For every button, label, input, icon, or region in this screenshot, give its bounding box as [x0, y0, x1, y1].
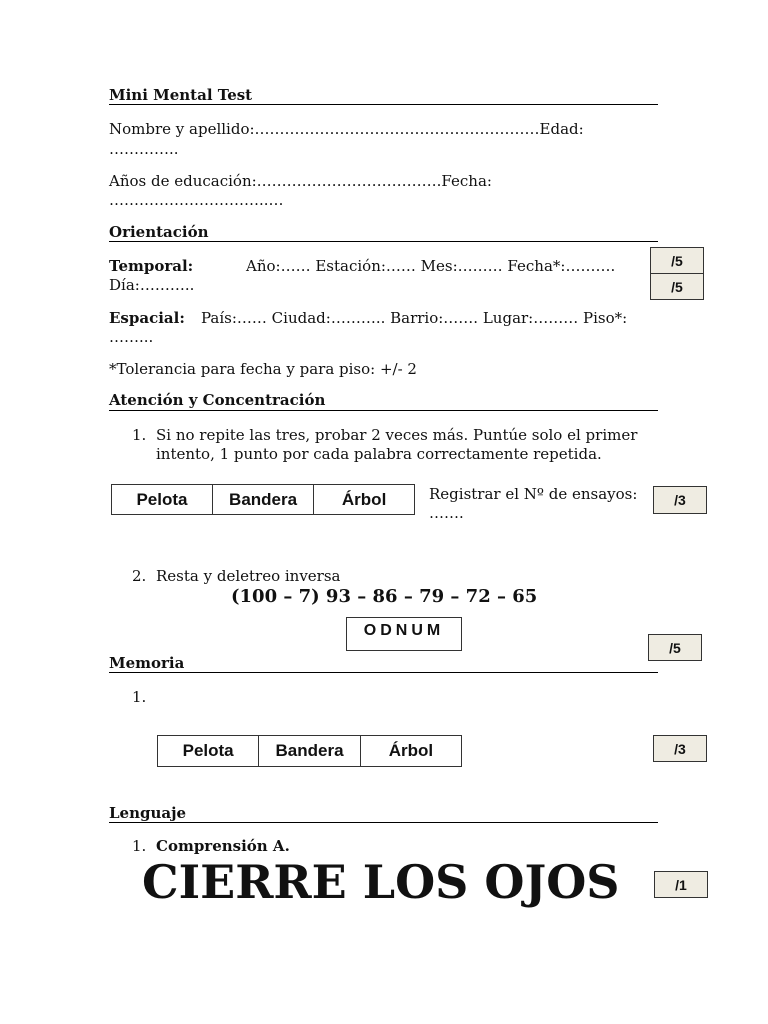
- espacial-dots: ……...: [109, 328, 154, 346]
- list-number: 1.: [132, 837, 147, 855]
- section-heading-atencion: Atención y Concentración: [109, 391, 326, 409]
- atencion-item1: [132, 426, 637, 445]
- section-heading-lenguaje: Lenguaje: [109, 804, 187, 822]
- divider: [109, 104, 658, 105]
- divider: [109, 822, 658, 823]
- word-cell: Pelota: [158, 736, 259, 767]
- score-box-lenguaje: /1: [654, 871, 708, 898]
- atencion-item1-line2: intento, 1 punto por cada palabra correctamente repetida.: [156, 445, 602, 463]
- score-box-espacial: /5: [650, 273, 704, 300]
- odnum-box: ODNUM: [346, 617, 462, 651]
- temporal-dia: Día:………..: [109, 276, 195, 294]
- educacion-dots: …………………………..…: [109, 191, 284, 209]
- nombre-dots: …………..: [109, 140, 179, 158]
- espacial-label: Espacial:: [109, 309, 185, 327]
- lenguaje-item1-label: Comprensión A.: [156, 837, 290, 855]
- score-box-memoria: /3: [653, 735, 707, 762]
- divider: [109, 410, 658, 411]
- divider: [109, 672, 658, 673]
- espacial-fields: País:…… Ciudad:……….. Barrio:……. Lugar:……… Piso*:: [201, 309, 628, 327]
- atencion-item2: [132, 567, 341, 586]
- list-number: 1.: [132, 426, 147, 444]
- word-cell: Árbol: [360, 736, 461, 767]
- score-box-resta: /5: [648, 634, 702, 661]
- word-cell: Bandera: [259, 736, 361, 767]
- word-table-memoria: [157, 735, 462, 767]
- page-title: Mini Mental Test: [109, 86, 253, 104]
- list-number: 1.: [132, 688, 147, 706]
- word-table-registro: [111, 484, 415, 515]
- divider: [109, 241, 658, 242]
- score-box-registro: /3: [653, 486, 707, 514]
- educacion-field: Años de educación:……………………………….Fecha:: [109, 172, 492, 190]
- temporal-label: Temporal:: [109, 257, 194, 275]
- list-number: 2.: [132, 567, 147, 585]
- word-cell: Pelota: [112, 485, 213, 515]
- registrar-dots: …….: [429, 504, 464, 522]
- word-cell: Bandera: [212, 485, 313, 515]
- score-box-temporal: /5: [650, 247, 704, 274]
- temporal-fields: Año:…… Estación:…… Mes:……… Fecha*:……….: [246, 257, 616, 275]
- section-heading-memoria: Memoria: [109, 654, 185, 672]
- cierre-los-ojos-instruction: CIERRE LOS OJOS: [142, 855, 620, 909]
- registrar-label: Registrar el Nº de ensayos:: [429, 485, 638, 503]
- section-heading-orientacion: Orientación: [109, 223, 209, 241]
- atencion-item2-label: Resta y deletreo inversa: [156, 567, 341, 585]
- word-cell: Árbol: [314, 485, 415, 515]
- tolerancia-note: *Tolerancia para fecha y para piso: +/- 2: [109, 360, 417, 378]
- nombre-field: Nombre y apellido:…………………………………………………Edad:: [109, 120, 584, 138]
- resta-sequence: (100 – 7) 93 – 86 – 79 – 72 – 65: [231, 586, 538, 607]
- atencion-item1-line1: Si no repite las tres, probar 2 veces más. Puntúe solo el primer: [156, 426, 638, 444]
